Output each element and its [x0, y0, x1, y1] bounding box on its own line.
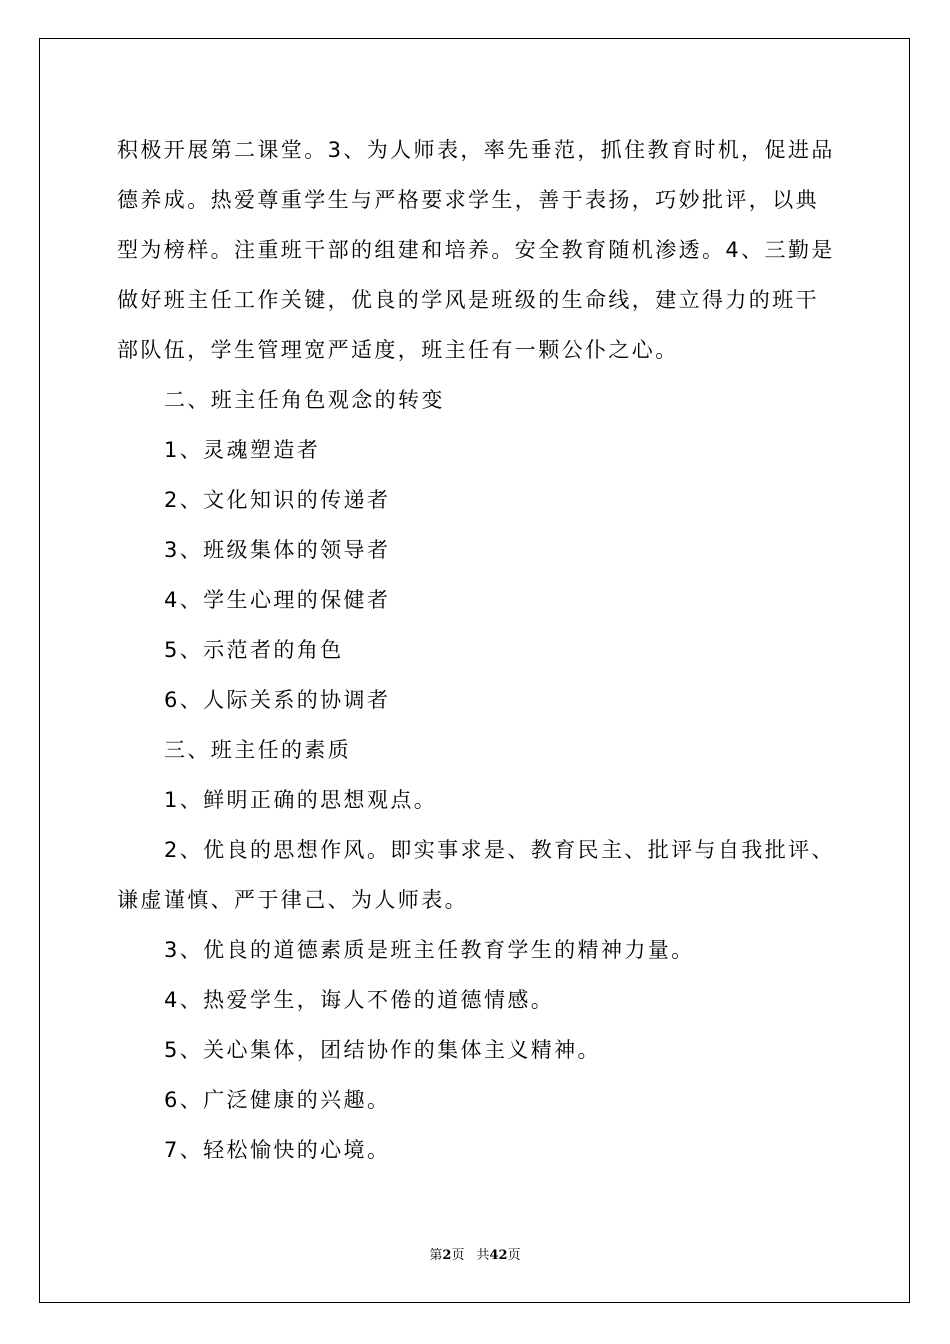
list-item: 4、热爱学生，诲人不倦的道德情感。 [164, 988, 555, 1012]
list-item: 3、优良的道德素质是班主任教育学生的精神力量。 [164, 938, 695, 962]
paragraph-continuation: 积极开展第二课堂。3、为人师表，率先垂范，抓住教育时机，促进品德养成。热爱尊重学生与严格要求学生，善于表扬，巧妙批评，以典型为榜样。注重班干部的组建和培养。安全教育随机渗透。4、三勤是做好班主任工作关键，优良的学风是班级的生命线，建立得力的班干部队伍，学生管理宽严适度，班主任有一颗公仆之心。 [117, 138, 835, 362]
list-item: 4、学生心理的保健者 [164, 588, 391, 612]
list-item: 2、优良的思想作风。即实事求是、教育民主、批评与自我批评、谦虚谨慎、严于律己、为人师表。 [117, 838, 835, 912]
footer-page-prefix: 第 [429, 1248, 443, 1263]
footer-page-suffix: 页 [451, 1248, 465, 1263]
section-heading-role-change: 二、班主任角色观念的转变 [164, 388, 445, 412]
list-item: 6、人际关系的协调者 [164, 688, 391, 712]
footer-total-prefix: 共 [476, 1248, 490, 1263]
list-item: 1、鲜明正确的思想观点。 [164, 788, 438, 812]
list-item: 5、示范者的角色 [164, 638, 344, 662]
page-footer [0, 1246, 950, 1266]
footer-total-suffix: 页 [507, 1248, 521, 1263]
list-item: 7、轻松愉快的心境。 [164, 1138, 391, 1162]
list-item: 5、关心集体，团结协作的集体主义精神。 [164, 1038, 601, 1062]
list-item: 3、班级集体的领导者 [164, 538, 391, 562]
list-item: 2、文化知识的传递者 [164, 488, 391, 512]
footer-page-number: 2 [442, 1248, 452, 1263]
section-heading-qualities: 三、班主任的素质 [164, 738, 352, 762]
footer-total-pages: 42 [489, 1248, 508, 1263]
document-body [117, 125, 837, 1175]
list-item: 1、灵魂塑造者 [164, 438, 321, 462]
list-item: 6、广泛健康的兴趣。 [164, 1088, 391, 1112]
